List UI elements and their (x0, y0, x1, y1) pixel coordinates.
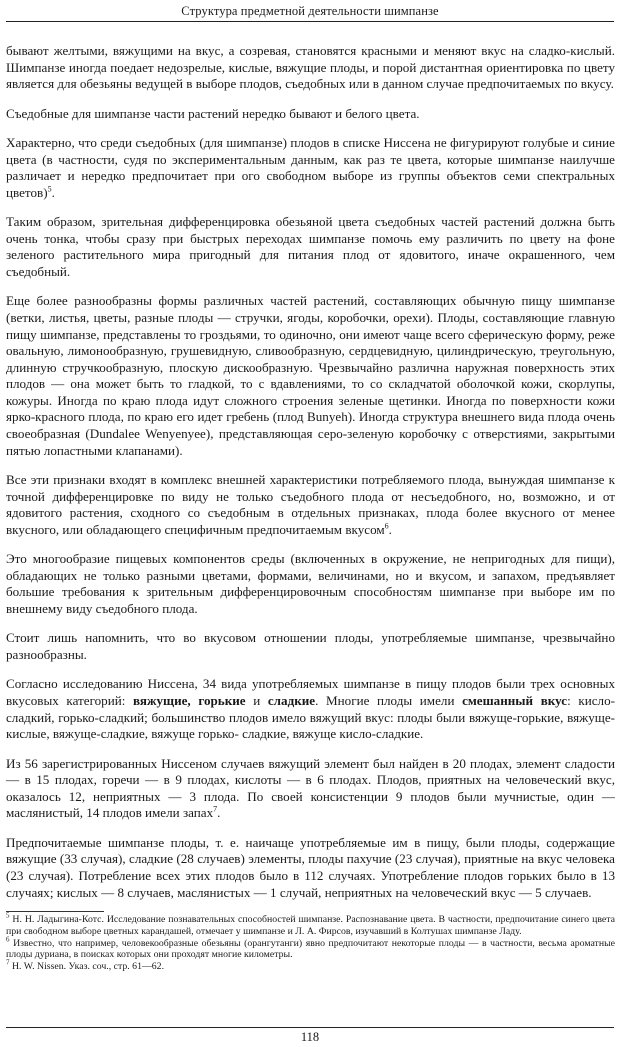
paragraph: Все эти признаки входят в комплекс внешней характеристики потребляемого плода, вынуждая шимпанзе к точной дифференцировке по виду не только съедобного плода от несъедобного, но, возможно, и от ядовитого растения, сходного со съедобным в отдельных признаках, плода более вкусного от менее вкусного, или обладающего специфичным предпочитаемым вкусом$^6$. (6, 472, 615, 537)
paragraph: Из 56 зарегистрированных Ниссеном случаев вяжущий элемент был найден в 20 плодах, элемент сладости — в 15 плодах, горечи — в 9 плодах, кислоты — в 6 плодах. Плодов, приятных на человеческий вкус, оказалось 12, неприятных — 3 плода. По своей консистенции 9 плодов были мучнистые, один — маслянистый, 14 плодов имели запах$^7$. (6, 755, 615, 821)
footer-rule (6, 1027, 614, 1028)
header-rule (6, 21, 614, 22)
bold-term: вяжущие, горькие (133, 692, 246, 708)
page-number: 118 (300, 1030, 320, 1044)
running-header (0, 0, 620, 22)
footnotes (6, 911, 616, 973)
footnote-ref[interactable]: 7 (213, 804, 218, 814)
footnote-ref[interactable]: 6 (384, 521, 389, 531)
paragraph: Это многообразие пищевых компонентов среды (включенных в окружение, не непригодных для пищи), обладающих не только разными цветами, формами, величинами, но и вкусом, и запахом, предъявляет большие требования к зрительным дифференцировочным способностям шимпанзе при выборе им по внешнему виду съедобного плода. (6, 551, 615, 616)
main-text (6, 43, 615, 914)
paragraph: Характерно, что среди съедобных (для шимпанзе) плодов в списке Ниссена не фигурируют голубые и синие цвета (в частности, судя по экспериментальным данным, как раз те цвета, которые шимпанзе наилучше различает и нередко предпочитает при ого свободном выборе из группы объектов семи спектральных цветов)$^5$. (6, 134, 615, 200)
paragraph: Предпочитаемые шимпанзе плоды, т. е. наичаще употребляемые им в пищу, были плоды, содержащие вяжущие (33 случая), сладкие (28 случаев) элементы, плоды пахучие (23 случая), приятные на вкус человека (23 случая). Потребление всех этих плодов было в 112 случаях. Употребление плодов горьких было в 13 случаях; кислых — 8 случаев, маслянистых — 1 случай, неприятных на человеческий вкус — 5 случаев. (6, 834, 615, 900)
paragraph: Таким образом, зрительная дифференцировка обезьяной цвета съедобных частей растений должна быть очень тонка, чтобы сразу при быстрых переходах шимпанзе помочь ему различить по цвету на фоне зеленого растительного мира пригодный для питания плод от ядовитого, иначе окрашенного, чем съедобный. (6, 214, 615, 279)
paragraph-taste-categories: Согласно исследованию Ниссена, 34 вида употребляемых шимпанзе в пищу плодов были трех основных вкусовых категорий: вяжущие, горькие и сладкие. Многие плоды имели смешанный вкус: кисло-сладкий, горько-сладкий; большинство плодов имело вяжущий вкус: плоды были вяжуще-горькие, вяжуще-кислые, вяжуще-сладкие, вяжуще горько- сладкие, вяжуще кисло-сладкие. (6, 676, 615, 742)
footnote-separator (6, 911, 104, 912)
footnote: $^7$ H. W. Nissen. Указ. соч., стр. 61—62. (6, 958, 165, 973)
bold-term: смешанный вкус (462, 692, 568, 708)
footnote: $^6$ Известно, что например, человекообразные обезьяны (орангутанги) явно предпочитают некоторые плоды — в частности, весьма ароматные плоды дуриана, в поисках которых они проходят многие километры. (6, 935, 616, 961)
bold-term: сладкие (267, 692, 316, 708)
paragraph: Съедобные для шимпанзе части растений нередко бывают и белого цвета. (6, 105, 420, 121)
paragraph: Стоит лишь напомнить, что во вкусовом отношении плоды, употребляемые шимпанзе, чрезвычайно разнообразны. (6, 630, 615, 662)
footnote-ref[interactable]: 5 (47, 184, 52, 194)
footnote: $^5$ Н. Н. Ладыгина-Котс. Исследование познавательных способностей шимпанзе. Распознавание цвета. В частности, предпочитание синего цвета при свободном выборе цветных карандашей, отмечает у шимпанзе и Л. А. Фирсов, изучавший в Колтушах шимпанзе Ладу. (6, 911, 615, 937)
paragraph: Еще более разнообразны формы различных частей растений, составляющих обычную пищу шимпанзе (ветки, листья, цветы, разные плоды — стручки, ягоды, коробочки, орехи). Плоды, составляющие главную пищу шимпанзе, представлены то гроздьями, то одиночно, они имеют чаще всего сферическую форму, реже овальную, лимонообразную, грушевидную, сливообразную, сердцевидную, цилиндрическую, треугольную, длинную стручкообразную, плоскую дискообразную. Чрезвычайно различна наружная поверхность этих плодов — она может быть то гладкой, то с вдавлениями, то со складчатой оболочкой кожи, скорлупы, кожуры. Иногда по краю плода идут сложного строения зеленые щетинки. Иногда по поверхности кожи ярко-красного плода, по краю его идет гребень (плод Bunyeh). Иногда структура внешнего вида плода очень своеобразная (Dundalee Wenyenyee), представляющая серо-зеленую коробочку с отверстиями, закрытыми пятью лопастными клапанами). (6, 293, 615, 458)
paragraph: бывают желтыми, вяжущими на вкус, а созревая, становятся красными и меняют вкус на сладко-кислый. Шимпанзе иногда поедает недозрелые, кислые, вяжущие плоды, и порой дистантная ориентировка по цвету является для обезьяны ведущей в выборе плодов, съедобных или в данном случае предпочитаемых по вкусу. (6, 43, 615, 92)
header-title: Структура предметной деятельности шимпанзе (181, 4, 439, 18)
